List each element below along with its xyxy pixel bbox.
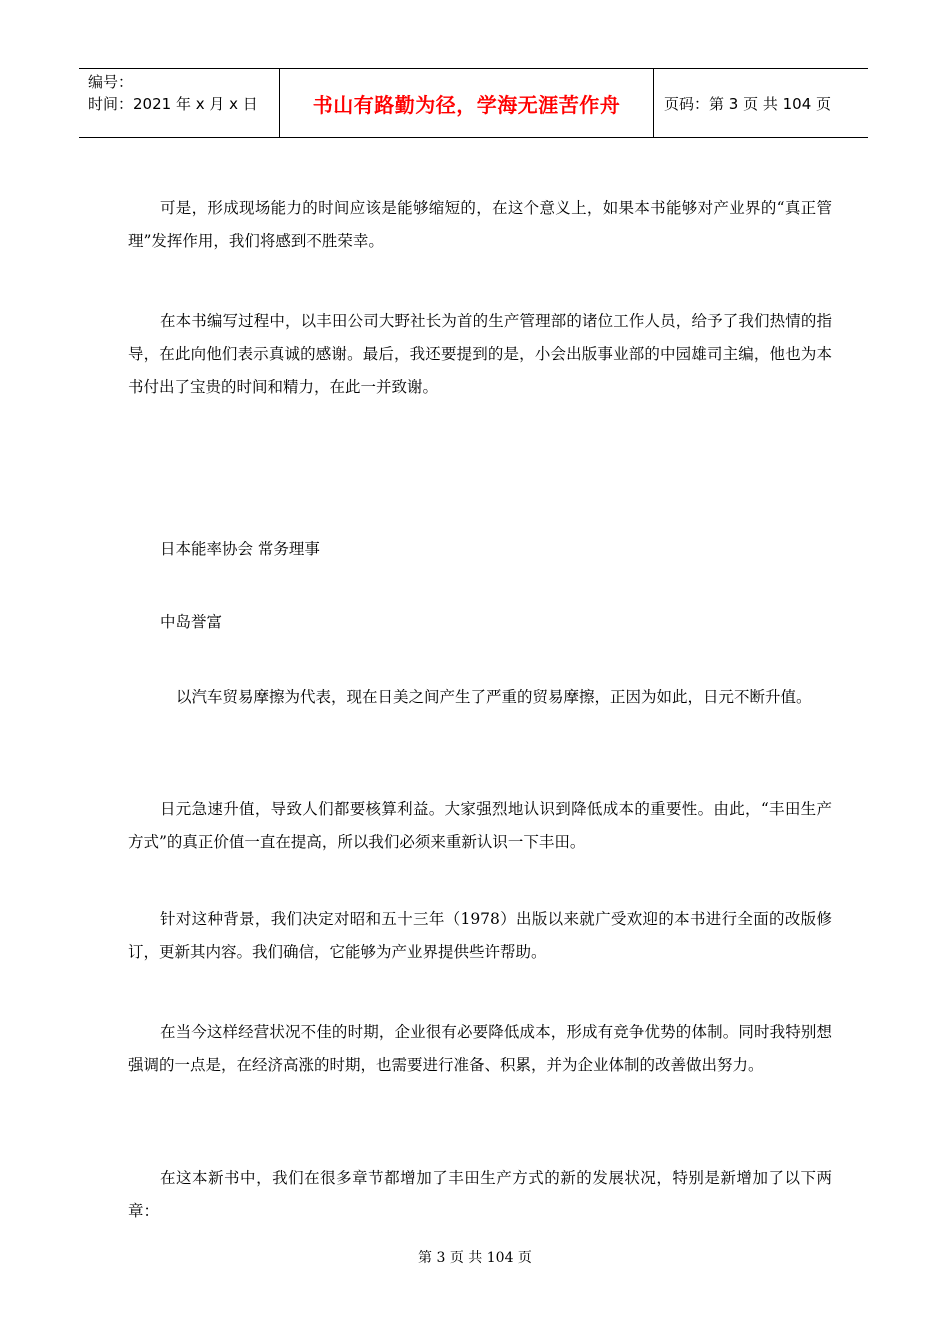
paragraph-3: 以汽车贸易摩擦为代表，现在日美之间产生了严重的贸易摩擦，正因为如此，日元不断升值。 <box>176 688 812 706</box>
paragraph-2: 在本书编写过程中，以丰田公司大野社长为首的生产管理部的诸位工作人员，给予了我们热情的指导，在此向他们表示真诚的感谢。最后，我还要提到的是，小会出版事业部的中园雄司主编，他也为本书付出了宝贵的时间和精力，在此一并致谢。 <box>128 312 832 396</box>
time-label: 时间：2021 年 x 月 x 日 <box>88 95 258 113</box>
header-motto-cell <box>280 69 654 137</box>
header-table <box>79 68 868 138</box>
motto: 书山有路勤为径，学海无涯苦作舟 <box>312 92 621 117</box>
header-page-cell <box>654 69 868 137</box>
page-info: 页码：第 3 页 共 104 页 <box>664 94 832 113</box>
author-line: 中岛誉富 <box>160 613 223 631</box>
paragraph-6: 在当今这样经营状况不佳的时期，企业很有必要降低成本，形成有竞争优势的体制。同时我特别想强调的一点是，在经济高涨的时期，也需要进行准备、积累，并为企业体制的改善做出努力。 <box>128 1023 832 1074</box>
paragraph-5: 针对这种背景，我们决定对昭和五十三年（1978）出版以来就广受欢迎的本书进行全面的改版修订，更新其内容。我们确信，它能够为产业界提供些许帮助。 <box>128 910 832 961</box>
paragraph-7: 在这本新书中，我们在很多章节都增加了丰田生产方式的新的发展状况，特别是新增加了以下两章： <box>128 1169 832 1220</box>
paragraph-4: 日元急速升值，导致人们都要核算利益。大家强烈地认识到降低成本的重要性。由此，“丰田生产方式”的真正价值一直在提高，所以我们必须来重新认识一下丰田。 <box>128 800 832 851</box>
number-label: 编号： <box>88 73 134 91</box>
page-footer: 第 3 页 共 104 页 <box>418 1250 532 1266</box>
header-meta <box>79 69 280 137</box>
paragraph-1: 可是，形成现场能力的时间应该是能够缩短的，在这个意义上，如果本书能够对产业界的“真正管理”发挥作用，我们将感到不胜荣幸。 <box>128 199 832 250</box>
organization-line: 日本能率协会 常务理事 <box>160 540 320 558</box>
